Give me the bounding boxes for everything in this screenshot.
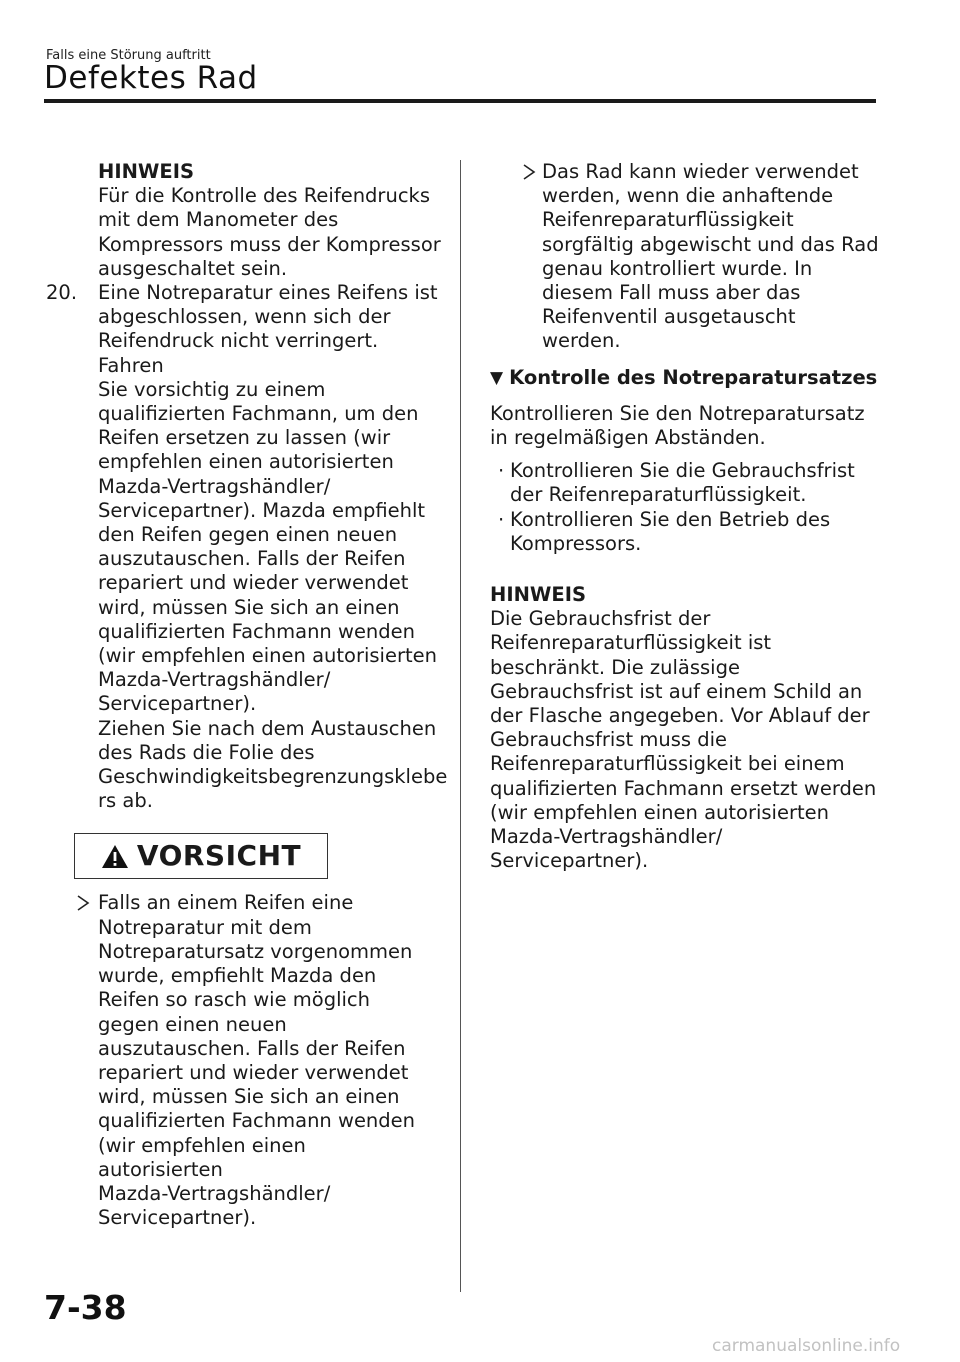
bullet-list [490,459,890,556]
text-line: empfehlen einen autorisierten [98,450,394,474]
text-line: Reifenreparaturflüssigkeit bei einem [490,752,845,776]
list-item [490,459,890,507]
text-line: Servicepartner). [490,849,649,873]
text-line: genau kontrolliert wurde. In [542,256,813,280]
text-line: Gebrauchsfrist ist auf einem Schild an [490,679,863,703]
text-line: wurde, empfiehlt Mazda den [98,964,377,988]
text-line: Reifenreparaturflüssigkeit [542,208,794,232]
section-label: Falls eine Störung auftritt [46,48,211,63]
text-line: Reifenreparaturflüssigkeit ist [490,631,772,655]
text-line: Kontrollieren Sie den Betrieb des [510,507,831,531]
page-number: 7-38 [44,1288,127,1327]
text-line: Kontrollieren Sie den Notreparatursatz [490,401,865,425]
header-rule [44,99,876,103]
step-number: 20. [46,281,78,305]
note-heading: HINWEIS [490,583,587,607]
text-line: Gebrauchsfrist muss die [490,728,728,752]
left-column [46,160,446,1230]
text-line: Falls an einem Reifen eine [98,891,354,915]
arrow-icon [76,891,90,917]
text-line: Das Rad kann wieder verwendet [542,160,859,183]
text-line: werden. [542,329,621,353]
text-line: Reifenventil ausgetauscht [542,305,796,329]
section-heading [490,366,890,390]
caution-label: VORSICHT [136,839,302,873]
text-line: Servicepartner). Mazda empfiehlt [98,498,426,522]
text-line: abgeschlossen, wenn sich der [98,305,391,329]
text-line: autorisierten [98,1157,223,1181]
text-line: werden, wenn die anhaftende [542,184,834,208]
step-20-paragraph-2 [46,717,446,814]
text-line: Geschwindigkeitsbegrenzungsklebe [98,765,448,789]
text-line: Ziehen Sie nach dem Austauschen [98,716,437,740]
arrow-icon [522,160,536,186]
text-line: Servicepartner). [98,1206,257,1230]
text-line: Kontrollieren Sie die Gebrauchsfrist [510,459,855,483]
text-line: Reifen ersetzen zu lassen (wir [98,426,391,450]
watermark: carmanualsonline.info [712,1336,901,1356]
text-line: (wir empfehlen einen autorisierten [490,800,829,824]
list-item [490,508,890,556]
text-line: der Reifenreparaturflüssigkeit. [510,483,807,507]
text-line: Für die Kontrolle des Reifendrucks [98,184,430,208]
text-line: auszutauschen. Falls der Reifen [98,1036,406,1060]
text-line: Servicepartner). [98,692,257,716]
text-line: diesem Fall muss aber das [542,281,801,305]
text-line: Notreparatur mit dem [98,915,312,939]
triangle-down-icon: ▼ [490,367,504,388]
text-line: beschränkt. Die zulässige [490,655,740,679]
text-line: qualifizierten Fachmann ersetzt werden [490,776,877,800]
caution-item [490,160,890,354]
text-line: Sie vorsichtig zu einem [98,377,326,401]
warning-icon [101,844,129,869]
text-line: Notreparatursatz vorgenommen [98,939,413,963]
note-text [46,184,446,281]
text-line: Kompressors. [510,531,642,555]
caution-item [46,891,446,1230]
section-heading-text: Kontrolle des Notreparatursatzes [509,365,878,389]
text-line: (wir empfehlen einen [98,1133,306,1157]
text-line: auszutauschen. Falls der Reifen [98,547,406,571]
text-line: in regelmäßigen Abständen. [490,426,766,450]
text-line: Mazda-Vertragshändler/ [98,474,331,498]
text-line: qualifizierten Fachmann, um den [98,402,419,426]
text-line: repariert und wieder verwendet [98,571,409,595]
note-block [490,583,890,873]
caution-box [74,833,328,879]
text-line: Kompressors muss der Kompressor [98,232,441,256]
text-line: Eine Notreparatur eines Reifens ist [98,281,438,305]
bullet-dot: · [498,507,505,531]
right-column [490,160,890,873]
text-line: qualifizierten Fachmann wenden [98,619,416,643]
text-line: Mazda-Vertragshändler/ [98,1181,331,1205]
text-line: rs ab. [98,789,153,813]
text-line: mit dem Manometer des [98,208,339,232]
text-line: den Reifen gegen einen neuen [98,523,398,547]
intro-paragraph [490,402,890,450]
note-heading: HINWEIS [98,160,195,183]
column-divider [460,160,461,1292]
text-line: des Rads die Folie des [98,740,315,764]
text-line: repariert und wieder verwendet [98,1060,409,1084]
text-line: der Flasche angegeben. Vor Ablauf der [490,704,870,728]
text-line: Die Gebrauchsfrist der [490,607,711,631]
text-line: Reifendruck nicht verringert. Fahren [98,329,379,377]
bullet-dot: · [498,459,505,483]
step-20 [46,281,446,717]
text-line: ausgeschaltet sein. [98,256,288,280]
text-line: Reifen so rasch wie möglich [98,988,370,1012]
text-line: wird, müssen Sie sich an einen [98,1085,400,1109]
text-line: sorgfältig abgewischt und das Rad [542,232,879,256]
text-line: qualifizierten Fachmann wenden [98,1109,416,1133]
text-line: gegen einen neuen [98,1012,287,1036]
page-title: Defektes Rad [44,60,258,96]
text-line: (wir empfehlen einen autorisierten [98,644,437,668]
text-line: Mazda-Vertragshändler/ [490,825,723,849]
text-line: wird, müssen Sie sich an einen [98,595,400,619]
text-line: Mazda-Vertragshändler/ [98,668,331,692]
